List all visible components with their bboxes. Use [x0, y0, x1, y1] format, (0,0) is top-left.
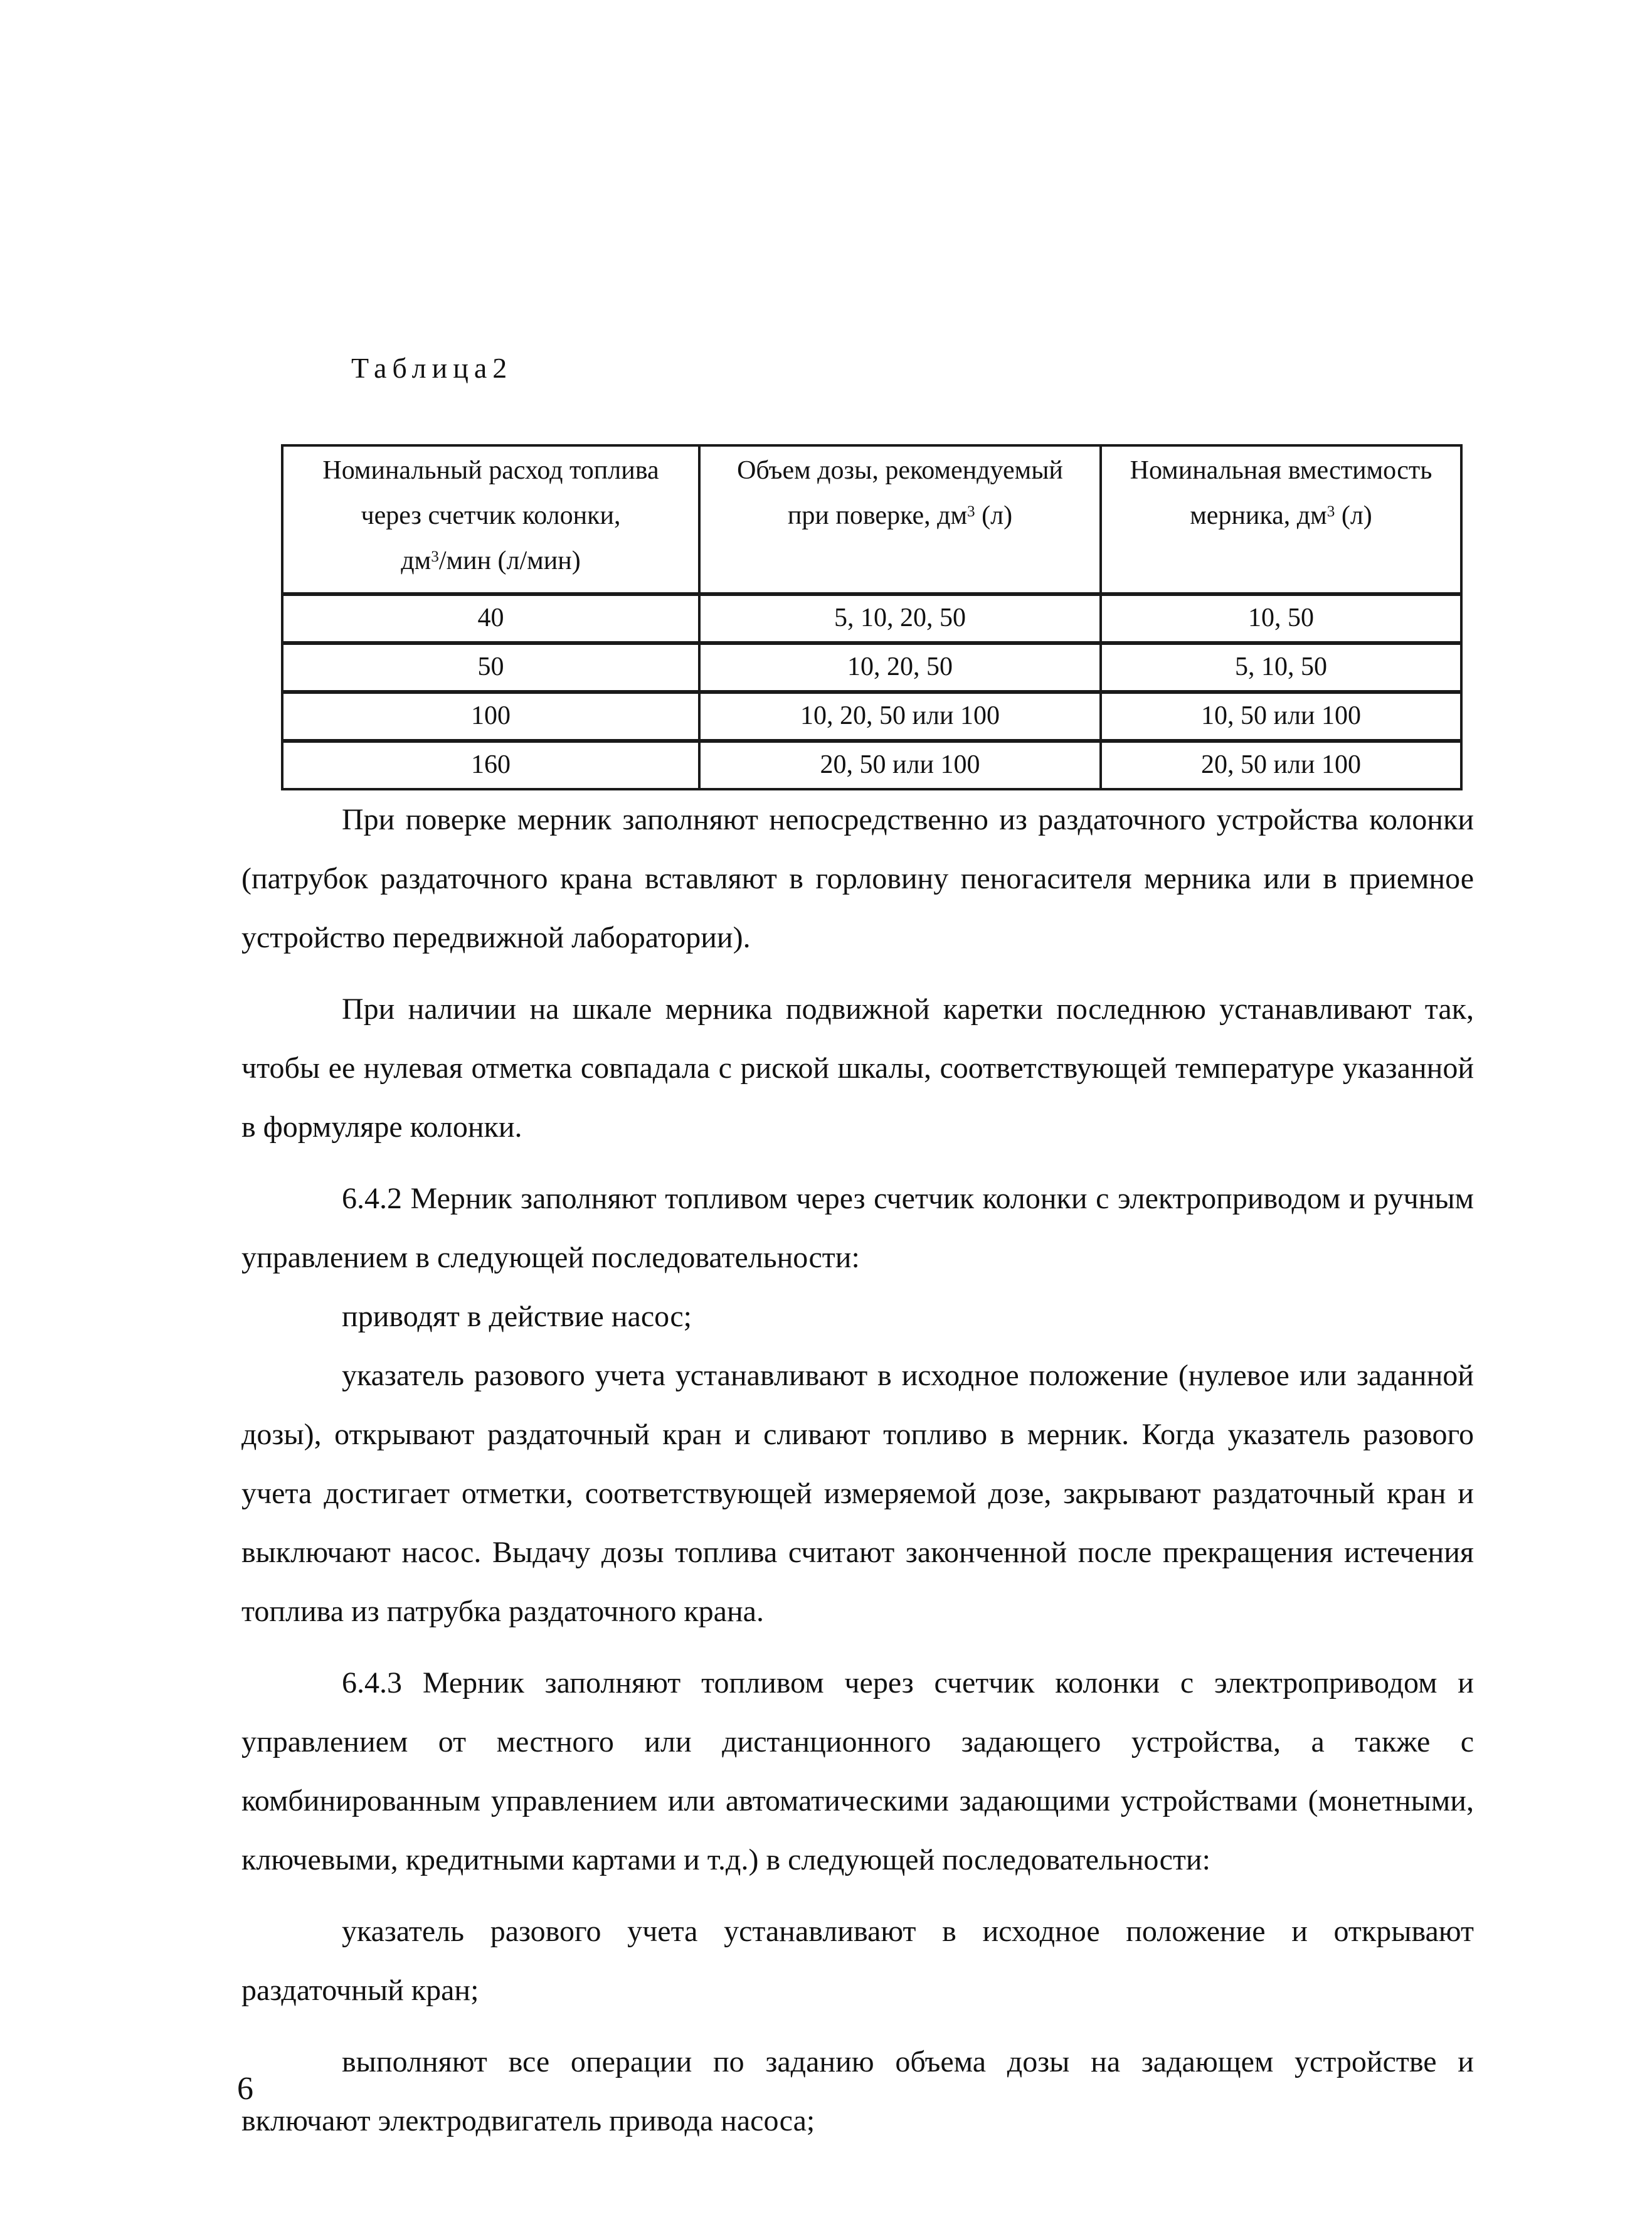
table-cell: 20, 50 или 100 [1101, 741, 1461, 789]
header-capacity-text: мерника, дм [1190, 501, 1327, 530]
table-row [282, 594, 1461, 643]
header-capacity-unit: (л) [1335, 501, 1372, 530]
table-header-row [282, 445, 1461, 594]
table-cell: 160 [282, 741, 699, 789]
header-dose-volume-unit: (л) [975, 501, 1013, 530]
header-dose-volume-line2 [707, 493, 1093, 538]
table-row [282, 692, 1461, 741]
table-row [282, 741, 1461, 789]
table-cell: 5, 10, 20, 50 [699, 594, 1101, 643]
header-capacity-line2 [1108, 493, 1454, 538]
header-dose-volume-line1: Объем дозы, рекомендуемый [737, 456, 1063, 485]
header-flow-rate-unit: дм [401, 546, 432, 575]
paragraph: 6.4.3 Мерник заполняют топливом через счетчик колонки с электроприводом и управлением от местного или дистанционного задающего устройства, а также с комбинированным управлением или автоматическими задающими устройствами (монетными, ключевыми, кредитными картами и т.д.) в следующей последовательности: [241, 1666, 1474, 1876]
paragraph: указатель разового учета устанавливают в исходное положение и открывают раздаточный кран; [241, 1915, 1474, 2007]
body-text [241, 790, 1474, 2151]
table-cell: 20, 50 или 100 [699, 741, 1101, 789]
table-cell: 10, 50 или 100 [1101, 692, 1461, 741]
table-row [282, 643, 1461, 692]
table-cell: 40 [282, 594, 699, 643]
header-flow-rate-line2: через счетчик колонки, [361, 501, 621, 530]
page-number: 6 [237, 2071, 253, 2107]
header-capacity-sup: 3 [1326, 503, 1335, 520]
header-dose-volume [699, 445, 1101, 594]
header-capacity-line1: Номинальная вместимость [1130, 456, 1432, 485]
table-cell: 50 [282, 643, 699, 692]
header-flow-rate-unit-rest: /мин (л/мин) [438, 546, 581, 575]
paragraph: При поверке мерник заполняют непосредственно из раздаточного устройства колонки (патрубок раздаточного крана вставляют в горловину пеногасителя мерника или в приемное устройство передвижной лаборатории). [241, 803, 1474, 954]
paragraph: При наличии на шкале мерника подвижной каретки последнюю устанавливают так, чтобы ее нулевая отметка совпадала с риской шкалы, соответствующей температуре указанной в формуляре колонки. [241, 992, 1474, 1144]
table-cell: 5, 10, 50 [1101, 643, 1461, 692]
header-dose-volume-text: при поверке, дм [787, 501, 968, 530]
header-capacity [1101, 445, 1461, 594]
paragraph: приводят в действие насос; [342, 1300, 692, 1333]
header-dose-volume-sup: 3 [967, 503, 975, 520]
verification-table [281, 444, 1463, 790]
table-cell: 100 [282, 692, 699, 741]
paragraph: указатель разового учета устанавливают в исходное положение (нулевое или заданной дозы), открывают раздаточный кран и сливают топливо в мерник. Когда указатель разового учета достигает отметки, соответствующей измеряемой дозе, закрывают раздаточный кран и выключают насос. Выдачу дозы топлива считают законченной после прекращения истечения топлива из патрубка раздаточного крана. [241, 1359, 1474, 1628]
table-cell: 10, 50 [1101, 594, 1461, 643]
header-flow-rate-line3 [290, 538, 692, 583]
table-caption: Таблица2 [351, 352, 513, 384]
table-cell: 10, 20, 50 или 100 [699, 692, 1101, 741]
paragraph: выполняют все операции по заданию объема дозы на задающем устройстве и включают электродвигатель привода насоса; [241, 2045, 1474, 2137]
header-flow-rate-line1: Номинальный расход топлива [322, 456, 659, 485]
header-flow-rate [282, 445, 699, 594]
table-cell: 10, 20, 50 [699, 643, 1101, 692]
header-flow-rate-sup: 3 [431, 548, 439, 565]
paragraph: 6.4.2 Мерник заполняют топливом через счетчик колонки с электроприводом и ручным управлением в следующей последовательности: [241, 1182, 1474, 1274]
